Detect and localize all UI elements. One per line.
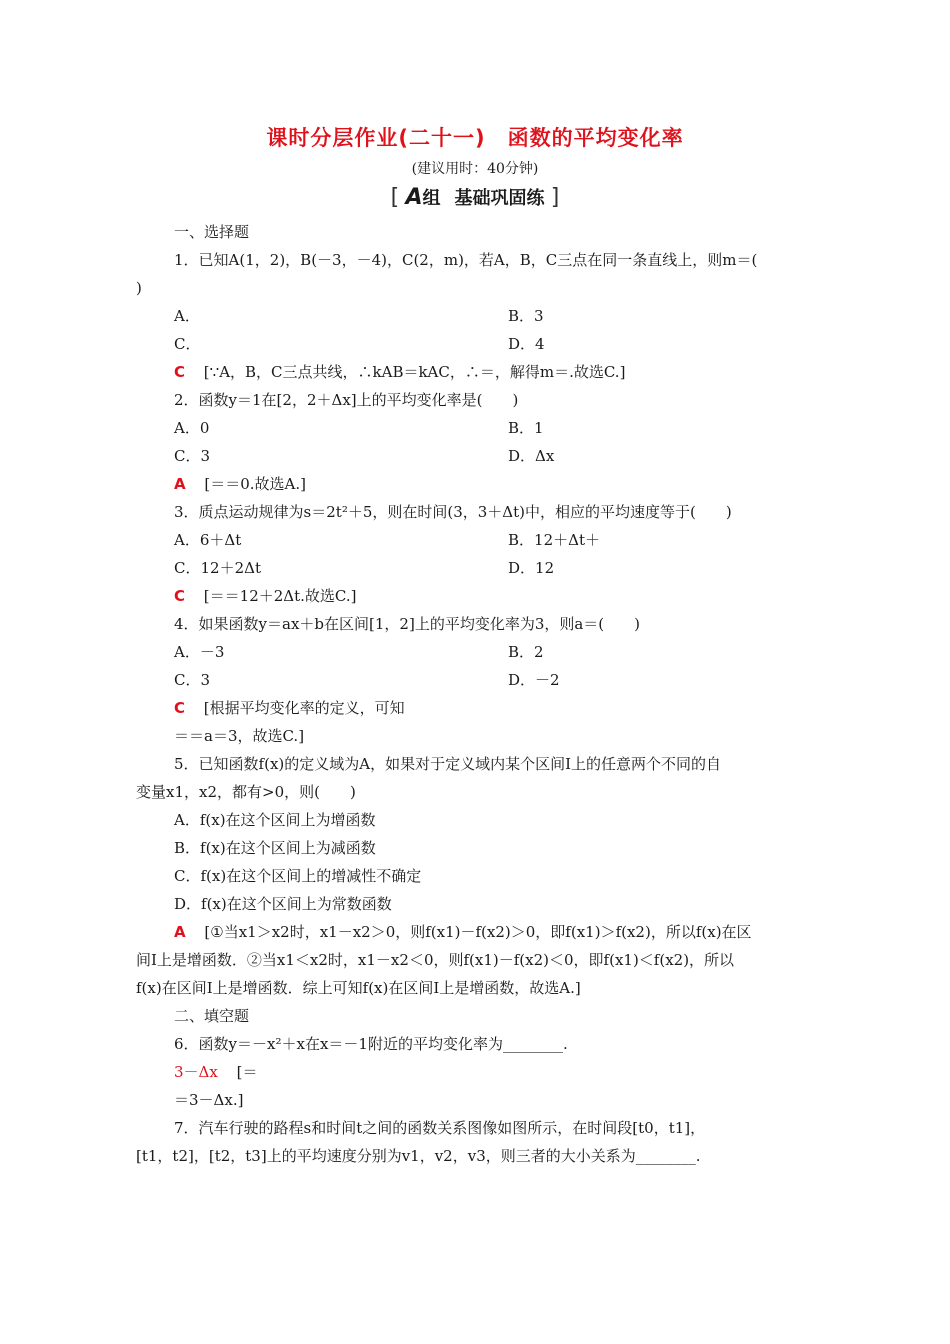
q5-answer: A xyxy=(174,923,186,941)
q1-option-c: C． xyxy=(174,335,201,353)
q5-answer-row xyxy=(174,922,864,942)
group-letter: A xyxy=(405,185,423,210)
q5-explanation-cont-2: f(x)在区间I上是增函数．综上可知f(x)在区间I上是增函数，故选A.] xyxy=(136,979,581,997)
q4-option-b: B．2 xyxy=(508,643,544,661)
q2-option-b: B．1 xyxy=(508,419,544,437)
question-5-stem: 5．已知函数f(x)的定义域为A，如果对于定义域内某个区间I上的任意两个不同的自 xyxy=(174,755,722,773)
question-3-stem: 3．质点运动规律为s＝2t²＋5，则在时间(3，3＋Δt)中，相应的平均速度等于( ) xyxy=(174,503,732,521)
q3-option-b: B．12＋Δt＋ xyxy=(508,531,600,549)
q4-option-d: D．－2 xyxy=(508,671,560,689)
q3-option-c: C．12＋2Δt xyxy=(174,559,261,577)
q4-option-c: C．3 xyxy=(174,671,211,689)
q6-answer-row xyxy=(174,1062,864,1082)
q2-option-c: C．3 xyxy=(174,447,211,465)
q1-explanation: [∵A，B，C三点共线，∴kAB＝kAC，∴＝，解得m＝.故选C.] xyxy=(203,363,626,381)
q4-explanation: [根据平均变化率的定义，可知 xyxy=(203,699,405,717)
section-heading-choice: 一、选择题 xyxy=(174,223,250,241)
q5-option-c: C．f(x)在这个区间上的增减性不确定 xyxy=(174,867,422,885)
q1-option-a: A． xyxy=(174,307,200,325)
question-2-stem: 2．函数y＝1在[2，2＋Δx]上的平均变化率是( ) xyxy=(174,391,519,409)
q6-explanation-cont: ＝3－Δx.] xyxy=(174,1091,244,1109)
q3-explanation: [＝＝12＋2Δt.故选C.] xyxy=(203,587,357,605)
group-label: 组 xyxy=(422,188,441,209)
q6-answer: 3－Δx xyxy=(174,1063,218,1081)
question-7-stem-cont: [t1，t2]，[t2，t3]上的平均速度分别为v1，v2，v3，则三者的大小关系为________. xyxy=(136,1147,701,1165)
q2-answer-row xyxy=(174,474,864,494)
q3-answer: C xyxy=(174,587,186,605)
q4-explanation-cont: ＝＝a＝3，故选C.] xyxy=(174,727,305,745)
page-title xyxy=(0,122,950,152)
q5-explanation: [①当x1＞x2时，x1－x2＞0，则f(x1)－f(x2)＞0，即f(x1)＞f(x2)，所以f(x)在区 xyxy=(204,923,752,941)
q6-explanation: [＝ xyxy=(236,1063,258,1081)
q4-answer-row xyxy=(174,698,864,718)
q1-answer: C xyxy=(174,363,186,381)
q1-option-d: D．4 xyxy=(508,335,545,353)
q5-option-d: D．f(x)在这个区间上为常数函数 xyxy=(174,895,392,913)
q5-explanation-cont-1: 间I上是增函数．②当x1＜x2时，x1－x2＜0，则f(x1)－f(x2)＜0，即f(x1)＜f(x2)，所以 xyxy=(136,951,735,969)
q4-option-a: A．－3 xyxy=(174,643,225,661)
question-1-stem-cont: ) xyxy=(136,279,142,297)
q1-answer-row xyxy=(174,362,864,382)
q4-answer: C xyxy=(174,699,186,717)
section-heading-fill: 二、填空题 xyxy=(174,1007,250,1025)
q5-option-b: B．f(x)在这个区间上为减函数 xyxy=(174,839,376,857)
q2-option-a: A．0 xyxy=(174,419,210,437)
title-topic: 函数的平均变化率 xyxy=(507,126,684,150)
question-1-stem: 1．已知A(1，2)，B(－3，－4)，C(2，m)，若A，B，C三点在同一条直线上，则m＝( xyxy=(174,251,758,269)
question-4-stem: 4．如果函数y＝ax＋b在区间[1，2]上的平均变化率为3，则a＝( ) xyxy=(174,615,641,633)
q3-option-a: A．6＋Δt xyxy=(174,531,242,549)
question-7-stem: 7．汽车行驶的路程s和时间t之间的函数关系图像如图所示，在时间段[t0，t1]， xyxy=(174,1119,706,1137)
q2-answer: A xyxy=(174,475,186,493)
q2-explanation: [＝＝0.故选A.] xyxy=(204,475,307,493)
group-name: 基础巩固练 xyxy=(454,188,545,209)
q5-option-a: A．f(x)在这个区间上为增函数 xyxy=(174,811,376,829)
group-heading: [ A组 基础巩固练 ] xyxy=(390,185,560,210)
title-main: 课时分层作业(二十一) xyxy=(266,126,486,150)
q3-option-d: D．12 xyxy=(508,559,555,577)
q1-option-b: B．3 xyxy=(508,307,544,325)
q2-option-d: D．Δx xyxy=(508,447,555,465)
suggested-time: (建议用时：40分钟) xyxy=(411,161,539,177)
question-5-stem-cont: 变量x1，x2，都有>0，则( ) xyxy=(136,783,356,801)
q3-answer-row xyxy=(174,586,864,606)
question-6-stem: 6．函数y＝－x²＋x在x＝－1附近的平均变化率为________. xyxy=(174,1035,568,1053)
